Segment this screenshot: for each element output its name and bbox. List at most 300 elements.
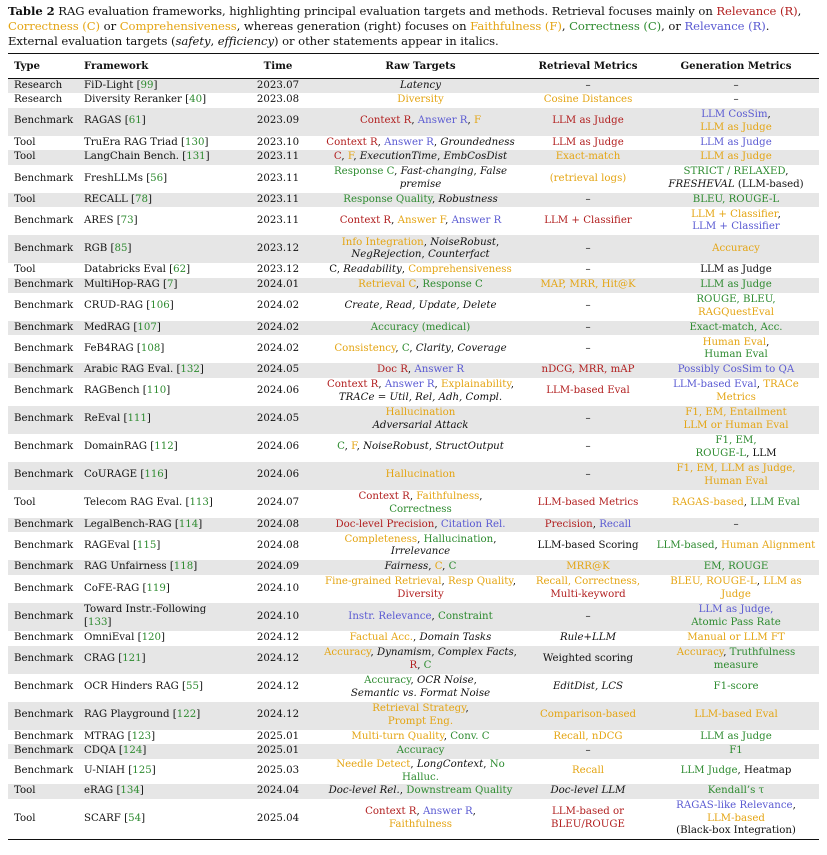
text-segment: – (585, 342, 591, 354)
cell-generation-metrics (653, 235, 819, 263)
citation-link[interactable]: 78 (135, 193, 148, 205)
text-segment: , (401, 264, 409, 276)
text-segment: , (415, 279, 423, 290)
text-segment: LLM Eval (750, 497, 800, 509)
cell-framework: ARES [73] (84, 215, 138, 227)
text-segment: , (391, 215, 398, 227)
citation-link[interactable]: 131 (186, 151, 206, 163)
cell-generation-metrics (653, 799, 819, 840)
cell-line (655, 94, 817, 107)
text-segment: , (797, 4, 802, 18)
text-segment: , (434, 379, 442, 391)
cell-line (320, 504, 521, 517)
framework-name: MTRAG (84, 730, 125, 742)
cell-retrieval-metrics (523, 278, 653, 293)
citation-link[interactable]: 121 (122, 653, 142, 665)
citation-link[interactable]: 62 (173, 264, 187, 276)
text-segment: Dynamism (376, 646, 432, 658)
header-time: Time (238, 54, 318, 79)
text-segment: , (495, 236, 500, 248)
text-segment: – (733, 518, 739, 530)
text-segment: Comprehensiveness (408, 264, 512, 276)
text-segment: Hallucination (423, 533, 494, 545)
text-segment: F1-score (713, 681, 759, 693)
citation-link[interactable]: 115 (136, 540, 157, 552)
table-row (8, 406, 819, 434)
text-segment: , (411, 115, 418, 127)
cell-type: Tool (14, 497, 36, 509)
cell-generation-metrics (653, 335, 819, 363)
cell-line (525, 806, 651, 819)
cell-type: Tool (8, 799, 78, 840)
framework-name: FreshLLMs (84, 172, 143, 184)
text-segment: F (347, 151, 354, 163)
citation-link[interactable]: 122 (176, 709, 197, 721)
text-segment: Explainability (441, 379, 511, 391)
text-segment: BLEU, ROUGE-L (692, 193, 780, 205)
citation-link[interactable]: 56 (150, 172, 164, 184)
text-segment: ROUGE, BLEU, (696, 293, 776, 305)
citation-link[interactable]: 73 (120, 215, 134, 227)
framework-name: CDQA (84, 745, 116, 757)
table-row (8, 603, 819, 631)
text-segment: , (423, 236, 431, 248)
text-segment: Response Quality (343, 193, 432, 205)
table-row (8, 165, 819, 193)
text-segment: , (467, 115, 474, 127)
cell-line (320, 491, 521, 504)
cell-raw-targets (318, 674, 523, 702)
cell-time: 2023.11 (256, 215, 300, 227)
text-segment: C (329, 264, 337, 276)
cell-retrieval-metrics (523, 730, 653, 745)
framework-name: CoURAGE (84, 469, 138, 481)
cell-generation-metrics (653, 674, 819, 702)
text-segment: Irrelevance (390, 546, 451, 558)
cell-generation-metrics (653, 406, 819, 434)
text-segment: , (473, 674, 477, 686)
cell-line (655, 109, 817, 122)
text-segment: Groundedness (440, 136, 515, 148)
cell-retrieval-metrics (523, 108, 653, 136)
text-segment: C (401, 342, 410, 354)
citation-link[interactable]: 106 (150, 300, 170, 312)
cell-line (320, 80, 521, 93)
framework-name: Diversity Reranker (84, 94, 182, 106)
cell-line (320, 519, 521, 532)
table-row (8, 278, 819, 293)
text-segment: , (413, 631, 420, 643)
cell-line (655, 632, 817, 645)
text-segment: Semantic vs. Format Noise (350, 687, 491, 699)
text-segment: BLEU/ROUGE (551, 819, 625, 831)
table-body (8, 79, 819, 840)
cell-type: Benchmark (8, 518, 78, 533)
cell-line (525, 343, 651, 356)
text-segment: , (756, 576, 764, 588)
text-segment: F (473, 115, 482, 127)
cell-type: Benchmark (14, 681, 74, 693)
text-segment: Complex Facts (437, 646, 514, 658)
cell-framework: TruEra RAG Triad [130] (84, 136, 209, 148)
text-segment: Fast-changing (400, 166, 474, 178)
framework-name: LegalBench-RAG (84, 518, 172, 530)
text-segment: Kendall’s τ (707, 785, 765, 797)
text-segment: Create, Read, Update, Delete (344, 300, 497, 312)
text-segment: – (585, 243, 591, 255)
table-row (8, 193, 819, 208)
cell-line (655, 745, 817, 758)
text-segment: – (585, 413, 591, 425)
text-segment: Multi-turn Quality (351, 730, 444, 742)
text-segment: efficiency (217, 34, 274, 48)
text-segment: NoiseRobust (363, 441, 429, 453)
text-segment: Answer R (384, 379, 435, 391)
cell-line (655, 137, 817, 150)
cell-line (655, 617, 817, 630)
cell-time: 2024.06 (238, 462, 318, 490)
cell-raw-targets (318, 378, 523, 406)
cell-time: 2024.05 (238, 406, 318, 434)
table-row (8, 293, 819, 321)
text-segment: Context R (326, 136, 378, 148)
text-segment: TRACe Metrics (716, 379, 799, 403)
cell-line (655, 322, 817, 335)
cell-line (655, 604, 817, 617)
cell-raw-targets (318, 293, 523, 321)
text-segment: , whereas generation (right) focuses on (236, 19, 471, 33)
citation-link[interactable]: 110 (146, 385, 167, 397)
cell-raw-targets (318, 490, 523, 518)
page (8, 4, 819, 840)
cell-generation-metrics (653, 79, 819, 94)
text-segment: C (337, 441, 345, 453)
text-segment: – (585, 469, 591, 481)
text-segment: , (378, 379, 385, 391)
text-segment: Context R (339, 215, 392, 227)
cell-line (525, 137, 651, 150)
cell-line (320, 675, 521, 688)
cell-generation-metrics (653, 518, 819, 533)
header-retrieval-metrics: Retrieval Metrics (523, 54, 653, 79)
header-raw-targets: Raw Targets (318, 54, 523, 79)
text-segment: EmbCosDist (443, 151, 508, 163)
cell-framework: Telecom RAG Eval. [113] (84, 497, 213, 509)
cell-line (320, 546, 521, 559)
framework-name: CRAG (84, 653, 115, 665)
cell-raw-targets (318, 406, 523, 434)
citation-link[interactable]: 116 (144, 469, 164, 481)
text-segment: Cosine Distances (543, 94, 633, 106)
cell-line (320, 392, 521, 405)
text-segment: , (377, 136, 385, 148)
text-segment: Answer R (417, 115, 468, 127)
text-segment: Atomic Pass Rate (691, 617, 781, 629)
cell-retrieval-metrics (523, 193, 653, 208)
cell-type: Benchmark (8, 603, 78, 631)
cell-line (320, 364, 521, 377)
text-segment: Doc-level LLM (550, 785, 626, 797)
citation-link[interactable]: 123 (131, 730, 152, 742)
text-segment: , (592, 518, 600, 530)
citation-link[interactable]: 130 (185, 136, 205, 148)
cell-time: 2024.08 (238, 518, 318, 533)
cell-time: 2024.02 (238, 321, 318, 336)
cell-line (525, 765, 651, 778)
table-row (8, 730, 819, 745)
text-segment: Faithfulness (416, 491, 480, 503)
cell-retrieval-metrics (523, 784, 653, 799)
cell-time: 2023.11 (238, 193, 318, 208)
text-segment: Hallucination (385, 407, 456, 419)
cell-raw-targets (318, 744, 523, 759)
text-segment: Clarity (415, 342, 451, 354)
text-segment: Completeness (344, 533, 418, 545)
cell-line (655, 264, 817, 277)
cell-raw-targets (318, 532, 523, 560)
framework-name: RAGAS (84, 115, 122, 127)
table-row (8, 646, 819, 674)
cell-generation-metrics (653, 702, 819, 730)
citation-link[interactable]: 133 (87, 617, 108, 629)
citation-link[interactable]: 119 (146, 582, 166, 594)
text-segment: Answer F (397, 215, 446, 227)
framework-name: U-NIAH (84, 765, 126, 777)
cell-line (525, 173, 651, 186)
cell-line (655, 151, 817, 164)
cell-line (655, 221, 817, 234)
cell-generation-metrics (653, 646, 819, 674)
table-row (8, 702, 819, 730)
text-segment: or (100, 19, 120, 33)
cell-line (525, 413, 651, 426)
cell-type: Research (8, 79, 78, 94)
cell-retrieval-metrics (523, 702, 653, 730)
cell-framework: RAG Unfairness [118] (78, 560, 238, 575)
cell-framework: RAGBench [110] (84, 385, 171, 397)
cell-raw-targets (318, 193, 523, 208)
cell-line (655, 813, 817, 826)
text-segment: Answer R (422, 806, 473, 818)
text-segment: , (445, 215, 452, 227)
text-segment: Weighted scoring (542, 653, 634, 665)
citation-link[interactable]: 134 (120, 785, 140, 797)
text-segment: Citation Rel. (440, 518, 506, 530)
cell-line (320, 300, 521, 313)
citation-link[interactable]: 114 (178, 518, 199, 530)
cell-framework: RAGAS [61] (78, 108, 238, 136)
cell-time: 2024.06 (256, 385, 300, 397)
text-segment: , (483, 758, 490, 770)
citation-link[interactable]: 61 (128, 115, 142, 127)
cell-line (525, 589, 651, 602)
text-segment: TRACe = Util, Rel, Adh, Compl. (338, 391, 503, 403)
text-segment: No Halluc. (402, 758, 505, 783)
cell-line (525, 540, 651, 553)
cell-line (320, 322, 521, 335)
cell-generation-metrics (653, 108, 819, 136)
cell-time: 2024.12 (256, 631, 300, 643)
framework-name: CRUD-RAG (84, 300, 144, 312)
text-segment: Hallucination (385, 469, 456, 481)
text-segment: , (743, 497, 751, 509)
cell-framework: FiD-Light [99] (78, 79, 238, 94)
table-row (8, 235, 819, 263)
cell-line (655, 647, 817, 672)
text-segment: , (443, 730, 451, 742)
cell-line (655, 476, 817, 489)
citation-link[interactable]: 99 (140, 79, 154, 91)
cell-raw-targets (318, 363, 523, 378)
text-segment: – (585, 441, 591, 453)
cell-generation-metrics (653, 278, 819, 293)
text-segment: Human Eval (704, 349, 768, 361)
cell-framework: MultiHop-RAG [7] (78, 278, 238, 293)
text-segment: Diversity (397, 94, 444, 106)
cell-raw-targets (318, 518, 523, 533)
text-segment: Factual Acc. (349, 631, 414, 643)
citation-link[interactable]: 118 (173, 561, 194, 573)
cell-line (525, 632, 651, 645)
cell-line (525, 497, 651, 510)
cell-type: Benchmark (8, 321, 78, 336)
framework-name: RAG Playground (84, 709, 170, 721)
cell-generation-metrics (653, 560, 819, 575)
framework-name: TruEra RAG Triad (84, 136, 178, 148)
text-segment: STRICT / RELAXED (683, 166, 786, 178)
cell-generation-metrics (653, 136, 819, 151)
text-segment: , (437, 151, 444, 163)
text-segment: , (756, 379, 764, 391)
cell-type: Research (14, 94, 63, 106)
text-segment: F1, EM, Entailment (685, 407, 787, 419)
cell-raw-targets (318, 335, 523, 363)
text-segment: Relevance (R) (684, 19, 766, 33)
citation-link[interactable]: 108 (140, 342, 161, 354)
cell-type: Tool (8, 784, 78, 799)
cell-line (320, 166, 521, 191)
text-segment: Accuracy (676, 646, 724, 658)
text-segment: – (733, 79, 739, 91)
text-segment: ExecutionTime (359, 151, 438, 163)
text-segment: LLM as Judge (700, 730, 772, 742)
table-row (8, 631, 819, 646)
cell-framework: Arabic RAG Eval. [132] (78, 363, 238, 378)
cell-framework: MedRAG [107] (78, 321, 238, 336)
framework-name: ARES (84, 215, 114, 227)
cell-retrieval-metrics (523, 674, 653, 702)
cell-time: 2024.05 (238, 363, 318, 378)
text-segment: , (513, 646, 517, 658)
citation-link[interactable]: 132 (180, 364, 200, 376)
text-segment: F1, EM, (715, 435, 757, 447)
citation-link[interactable]: 124 (122, 745, 143, 757)
cell-line (320, 819, 521, 832)
cell-line (525, 215, 651, 228)
cell-line (525, 264, 651, 277)
cell-raw-targets (318, 784, 523, 799)
text-segment: LLM as Judge (552, 136, 624, 148)
cell-raw-targets (318, 575, 523, 603)
citation-link[interactable]: 7 (166, 279, 174, 290)
text-segment: Fine-grained Retrieval (325, 576, 442, 588)
text-segment: LLM-based Metrics (537, 497, 639, 509)
text-segment: Accuracy (324, 646, 371, 658)
cell-line (655, 294, 817, 307)
cell-line (525, 653, 651, 666)
framework-name: OCR Hinders RAG (84, 681, 179, 693)
citation-link[interactable]: 55 (186, 681, 199, 693)
cell-generation-metrics (653, 207, 819, 235)
text-segment: LLM CosSim (701, 108, 768, 120)
text-segment: LLM + Classifier (544, 215, 632, 227)
citation-link[interactable]: 113 (189, 497, 209, 509)
cell-raw-targets (318, 646, 523, 674)
text-segment: Domain Tasks (419, 631, 492, 643)
citation-link[interactable]: 54 (128, 812, 142, 824)
citation-link[interactable]: 40 (189, 94, 203, 106)
text-segment: NegRejection (351, 249, 422, 261)
cell-type: Benchmark (8, 108, 78, 136)
cell-time: 2024.10 (256, 582, 300, 594)
citation-link[interactable]: 85 (114, 243, 128, 255)
citation-link[interactable]: 125 (132, 765, 152, 777)
cell-time: 2023.10 (256, 136, 300, 148)
text-segment: LLM + Classifier (692, 221, 780, 233)
text-segment: Doc-level Precision (335, 518, 435, 530)
table-row (8, 378, 819, 406)
cell-type: Benchmark (8, 646, 78, 674)
cell-line (655, 825, 817, 838)
cell-generation-metrics (653, 165, 819, 193)
citation-link[interactable]: 111 (127, 413, 147, 425)
cell-time: 2023.11 (256, 172, 300, 184)
cell-retrieval-metrics (523, 263, 653, 278)
text-segment: LLM Judge (680, 765, 738, 777)
cell-line (320, 703, 521, 716)
cell-time: 2025.01 (256, 730, 300, 742)
cell-line (655, 179, 817, 192)
cell-framework: RAG Playground [122] (78, 702, 238, 730)
cell-line (320, 115, 521, 128)
text-segment: Human Alignment (720, 540, 816, 552)
text-segment: LLM as Judge (721, 576, 802, 601)
text-segment: , (395, 342, 402, 354)
text-segment: , (433, 136, 441, 148)
cell-line (655, 194, 817, 207)
text-segment: , (210, 34, 218, 48)
text-segment: Conv. C (450, 730, 490, 742)
table-row (8, 335, 819, 363)
text-segment: FRESHEVAL (668, 178, 735, 190)
citation-link[interactable]: 120 (141, 631, 162, 643)
cell-framework: CDQA [124] (78, 744, 238, 759)
text-segment: LLM as Judge (552, 115, 624, 127)
cell-type: Benchmark (8, 702, 78, 730)
text-segment: , (410, 758, 417, 770)
text-segment: Recall (572, 765, 604, 777)
citation-link[interactable]: 112 (154, 441, 174, 453)
cell-line (320, 264, 521, 277)
text-segment: LLM as Judge, (698, 604, 774, 616)
text-segment: F1 (729, 745, 743, 757)
text-segment: Counterfact (427, 249, 490, 261)
cell-retrieval-metrics (523, 490, 653, 518)
citation-link[interactable]: 107 (137, 321, 157, 333)
text-segment: False premise (399, 166, 507, 190)
cell-generation-metrics (653, 490, 819, 518)
framework-name: CoFE-RAG (84, 582, 140, 594)
